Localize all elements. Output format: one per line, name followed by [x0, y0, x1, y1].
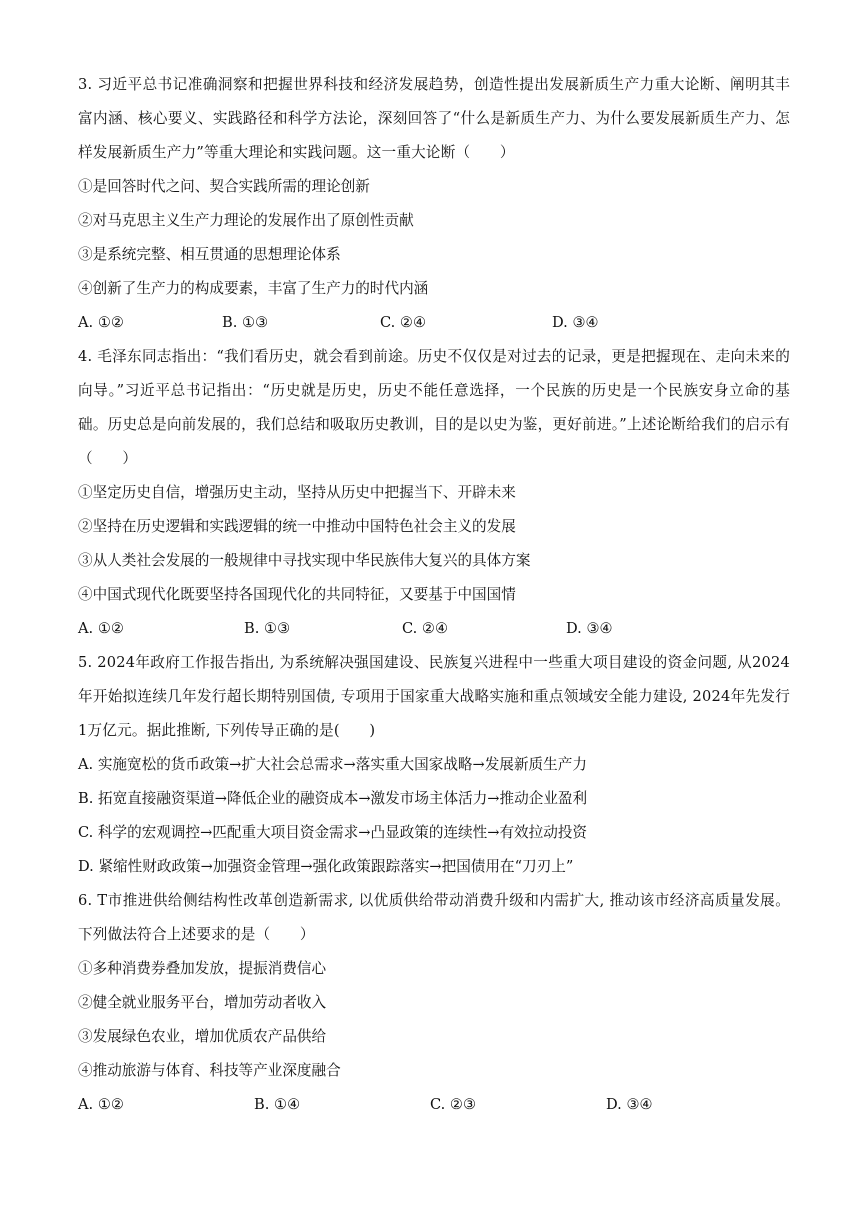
statement-option: ④中国式现代化既要坚持各国现代化的共同特征，又要基于中国国情	[78, 586, 516, 603]
choice-a: A. 实施宽松的货币政策→扩大社会总需求→落实重大国家战略→发展新质生产力	[78, 756, 587, 773]
choice-a: A. ①②	[78, 314, 124, 331]
choice-a: A. ①②	[78, 1096, 124, 1113]
choice-c: C. ②④	[402, 620, 449, 637]
exam-page	[78, 68, 790, 1122]
answer-choices	[78, 1088, 790, 1122]
question-stem: 6. T市推进供给侧结构性改革创造新需求, 以优质供给带动消费升级和内需扩大, 推动该市经济高质量发展。下列做法符合上述要求的是（ ）	[78, 892, 790, 943]
question-stem: 5. 2024年政府工作报告指出, 为系统解决强国建设、民族复兴进程中一些重大项目建设的资金问题, 从2024年开始拟连续几年发行超长期特别国债, 专项用于国家重大战略实施和重点领域安全能力建设, 2024年先发行1万亿元。据此推断, 下列传导正确的是( )	[78, 654, 790, 739]
statement-option: ②坚持在历史逻辑和实践逻辑的统一中推动中国特色社会主义的发展	[78, 518, 516, 535]
question-6	[78, 884, 790, 1122]
question-4	[78, 340, 790, 646]
answer-choices	[78, 612, 790, 646]
choice-d: D. 紧缩性财政政策→加强资金管理→强化政策跟踪落实→把国债用在“刀刃上”	[78, 858, 574, 875]
statement-option: ③是系统完整、相互贯通的思想理论体系	[78, 246, 341, 263]
question-stem: 3. 习近平总书记准确洞察和把握世界科技和经济发展趋势，创造性提出发展新质生产力重大论断、阐明其丰富内涵、核心要义、实践路径和科学方法论，深刻回答了“什么是新质生产力、为什么要发展新质生产力、怎样发展新质生产力”等重大理论和实践问题。这一重大论断（ ）	[78, 76, 790, 161]
statement-option: ①多种消费券叠加发放，提振消费信心	[78, 960, 327, 977]
choice-b: B. ①③	[244, 620, 291, 637]
choice-b: B. ①④	[254, 1096, 301, 1113]
choice-a: A. ①②	[78, 620, 124, 637]
question-3	[78, 68, 790, 340]
statement-option: ④创新了生产力的构成要素，丰富了生产力的时代内涵	[78, 280, 429, 297]
choice-b: B. 拓宽直接融资渠道→降低企业的融资成本→激发市场主体活力→推动企业盈利	[78, 790, 588, 807]
choice-d: D. ③④	[552, 314, 599, 331]
answer-choices	[78, 306, 790, 340]
choice-d: D. ③④	[606, 1096, 653, 1113]
choice-c: C. ②④	[380, 314, 427, 331]
question-stem: 4. 毛泽东同志指出：“我们看历史，就会看到前途。历史不仅仅是对过去的记录，更是把握现在、走向未来的向导。”习近平总书记指出：“历史就是历史，历史不能任意选择，一个民族的历史是一个民族安身立命的基础。历史总是向前发展的，我们总结和吸取历史教训，目的是以史为鉴，更好前进。”上述论断给我们的启示有（ ）	[78, 348, 790, 467]
statement-option: ③发展绿色农业，增加优质农产品供给	[78, 1028, 327, 1045]
choice-c: C. ②③	[430, 1096, 477, 1113]
question-5	[78, 646, 790, 884]
statement-option: ②对马克思主义生产力理论的发展作出了原创性贡献	[78, 212, 414, 229]
choice-b: B. ①③	[222, 314, 269, 331]
statement-option: ①是回答时代之问、契合实践所需的理论创新	[78, 178, 370, 195]
statement-option: ③从人类社会发展的一般规律中寻找实现中华民族伟大复兴的具体方案	[78, 552, 531, 569]
statement-option: ②健全就业服务平台，增加劳动者收入	[78, 994, 327, 1011]
statement-option: ①坚定历史自信，增强历史主动，坚持从历史中把握当下、开辟未来	[78, 484, 516, 501]
statement-option: ④推动旅游与体育、科技等产业深度融合	[78, 1062, 341, 1079]
choice-d: D. ③④	[566, 620, 613, 637]
choice-c: C. 科学的宏观调控→匹配重大项目资金需求→凸显政策的连续性→有效拉动投资	[78, 824, 588, 841]
